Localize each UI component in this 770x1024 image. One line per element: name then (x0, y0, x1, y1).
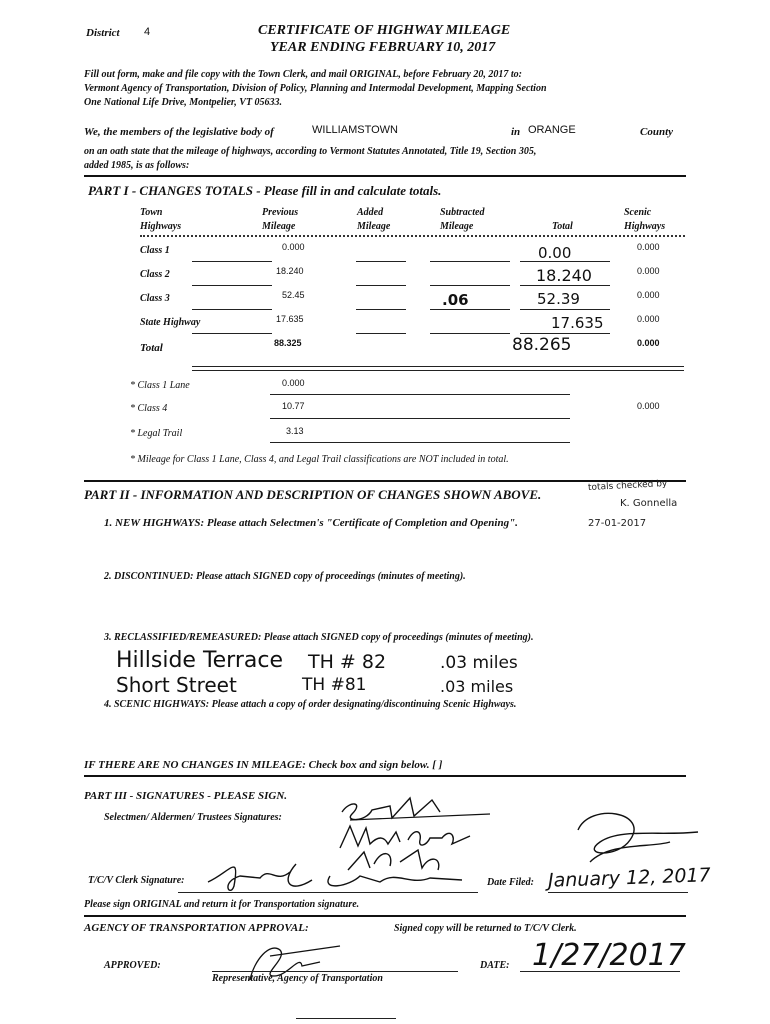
part2-item-1: 1. NEW HIGHWAYS: Please attach Selectmen's "Certificate of Completion and Opening". (104, 517, 518, 529)
extra-legal-trail-label (130, 428, 182, 439)
row-state-highway-previous: 17.635 (276, 314, 304, 324)
change-2-name: Short Street (116, 673, 237, 697)
extra-legal-trail-text: Legal Trail (137, 428, 183, 439)
col-scenic-2: Highways (624, 221, 666, 232)
oath-town: WILLIAMSTOWN (312, 124, 398, 136)
selectmen-label: Selectmen/ Aldermen/ Trustees Signatures: (104, 812, 282, 823)
approved-label: APPROVED: (104, 960, 161, 971)
divider-part3-top (84, 775, 686, 777)
part3-heading: PART III - SIGNATURES - PLEASE SIGN. (84, 790, 288, 802)
title-line-1: CERTIFICATE OF HIGHWAY MILEAGE (258, 23, 511, 38)
row-total-total: 88.265 (512, 335, 572, 355)
title-line-2: YEAR ENDING FEBRUARY 10, 2017 (270, 40, 496, 55)
row-class1-total: 0.00 (538, 244, 572, 262)
part2-heading: PART II - INFORMATION AND DESCRIPTION OF CHANGES SHOWN ABOVE. (84, 487, 542, 502)
row-total-label: Total (140, 342, 163, 354)
asterisk-marker: * (130, 380, 138, 391)
col-prev-2: Mileage (262, 221, 296, 232)
row-class2-scenic: 0.000 (637, 266, 660, 276)
row-class3-total: 52.39 (537, 290, 580, 308)
oath-prefix: We, the members of the legislative body of (84, 126, 274, 138)
part2-note-line-2: K. Gonnella (620, 498, 678, 509)
date-label: DATE: (480, 960, 510, 971)
change-1-miles: .03 miles (440, 653, 518, 673)
instructions-line-1: Fill out form, make and file copy with the Town Clerk, and mail ORIGINAL, before February 20, 2017 to: (84, 69, 522, 80)
row-class2-previous: 18.240 (276, 266, 304, 276)
part2-note-line-1: totals checked by (587, 478, 668, 494)
sign-original-note: Please sign ORIGINAL and return it for Transportation signature. (84, 899, 360, 910)
oath-county-label: County (640, 126, 674, 138)
extra-class1-lane-label (130, 380, 190, 391)
col-added-2: Mileage (357, 221, 391, 232)
col-scenic-1: Scenic (624, 207, 652, 218)
oath-line-2: on an oath state that the mileage of highways, according to Vermont Statutes Annotated, Title 19, Section 305, (84, 146, 537, 157)
divider-part1-top (84, 175, 686, 177)
row-class3-label: Class 3 (140, 293, 170, 304)
oath-line-3: added 1985, is as follows: (84, 160, 190, 171)
col-town-2: Highways (140, 221, 182, 232)
change-1-name: Hillside Terrace (116, 648, 283, 673)
extra-class4-label (130, 403, 167, 414)
date-filed-value: January 12, 2017 (547, 864, 712, 892)
col-total: Total (552, 221, 573, 232)
clerk-signature (200, 842, 480, 902)
row-class2-total: 18.240 (536, 266, 592, 285)
col-added-1: Added (357, 207, 384, 218)
district-label: District (86, 27, 120, 39)
row-class2-label: Class 2 (140, 269, 170, 280)
col-prev-1: Previous (262, 207, 299, 218)
oath-in-label: in (511, 126, 521, 138)
extra-class1-lane-previous: 0.000 (282, 378, 305, 388)
part2-item-3: 3. RECLASSIFIED/REMEASURED: Please attach SIGNED copy of proceedings (minutes of meeting). (104, 632, 534, 643)
oath-county-name: ORANGE (528, 124, 576, 136)
part2-item-4: 4. SCENIC HIGHWAYS: Please attach a copy of order designating/discontinuing Scenic Highways. (104, 699, 517, 710)
extra-class4-text: Class 4 (137, 403, 168, 414)
part2-item-2: 2. DISCONTINUED: Please attach SIGNED copy of proceedings (minutes of meeting). (104, 571, 466, 582)
col-sub-1: Subtracted (440, 207, 485, 218)
representative-label: Representative, Agency of Transportation (212, 973, 383, 984)
row-class3-scenic: 0.000 (637, 290, 660, 300)
change-1-th: TH # 82 (308, 651, 387, 673)
district-value: 4 (144, 26, 151, 38)
row-state-highway-total: 17.635 (551, 314, 604, 332)
date-filed-label: Date Filed: (487, 877, 534, 888)
extra-class4-scenic: 0.000 (637, 401, 660, 411)
part1-footnote: * Mileage for Class 1 Lane, Class 4, and Legal Trail classifications are NOT included in total. (130, 454, 509, 465)
col-town-1: Town (140, 207, 163, 218)
divider-agency-top (84, 915, 686, 917)
row-state-highway-scenic: 0.000 (637, 314, 660, 324)
instructions-line-2: Vermont Agency of Transportation, Division of Policy, Planning and Intermodal Development, Mapping Section (84, 83, 547, 94)
row-state-highway-label: State Highway (140, 317, 201, 328)
row-class1-previous: 0.000 (282, 242, 305, 252)
col-sub-2: Mileage (440, 221, 474, 232)
instructions-line-3: One National Life Drive, Montpelier, VT 05633. (84, 97, 283, 108)
no-changes-note: IF THERE ARE NO CHANGES IN MILEAGE: Check box and sign below. [ ] (84, 759, 443, 771)
change-2-th: TH #81 (302, 675, 367, 695)
header-dotted-rule (140, 235, 685, 237)
part2-note-date: 27-01-2017 (588, 518, 647, 529)
part1-heading: PART I - CHANGES TOTALS - Please fill in and calculate totals. (88, 183, 442, 198)
agency-returned-note: Signed copy will be returned to T/C/V Clerk. (394, 923, 577, 934)
asterisk-marker: * (130, 403, 138, 414)
extra-legal-trail-previous: 3.13 (286, 426, 304, 436)
row-class1-scenic: 0.000 (637, 242, 660, 252)
clerk-label: T/C/V Clerk Signature: (88, 875, 185, 886)
approval-date-value: 1/27/2017 (532, 938, 686, 973)
asterisk-marker: * (130, 428, 138, 439)
row-total-scenic: 0.000 (637, 338, 660, 348)
row-class3-previous: 52.45 (282, 290, 305, 300)
extra-class1-lane-text: Class 1 Lane (137, 380, 190, 391)
row-class3-subtracted: .06 (442, 291, 469, 309)
change-2-miles: .03 miles (440, 677, 514, 696)
agency-heading: AGENCY OF TRANSPORTATION APPROVAL: (84, 922, 309, 934)
extra-class4-previous: 10.77 (282, 401, 305, 411)
row-class1-label: Class 1 (140, 245, 170, 256)
row-total-previous: 88.325 (274, 338, 302, 348)
